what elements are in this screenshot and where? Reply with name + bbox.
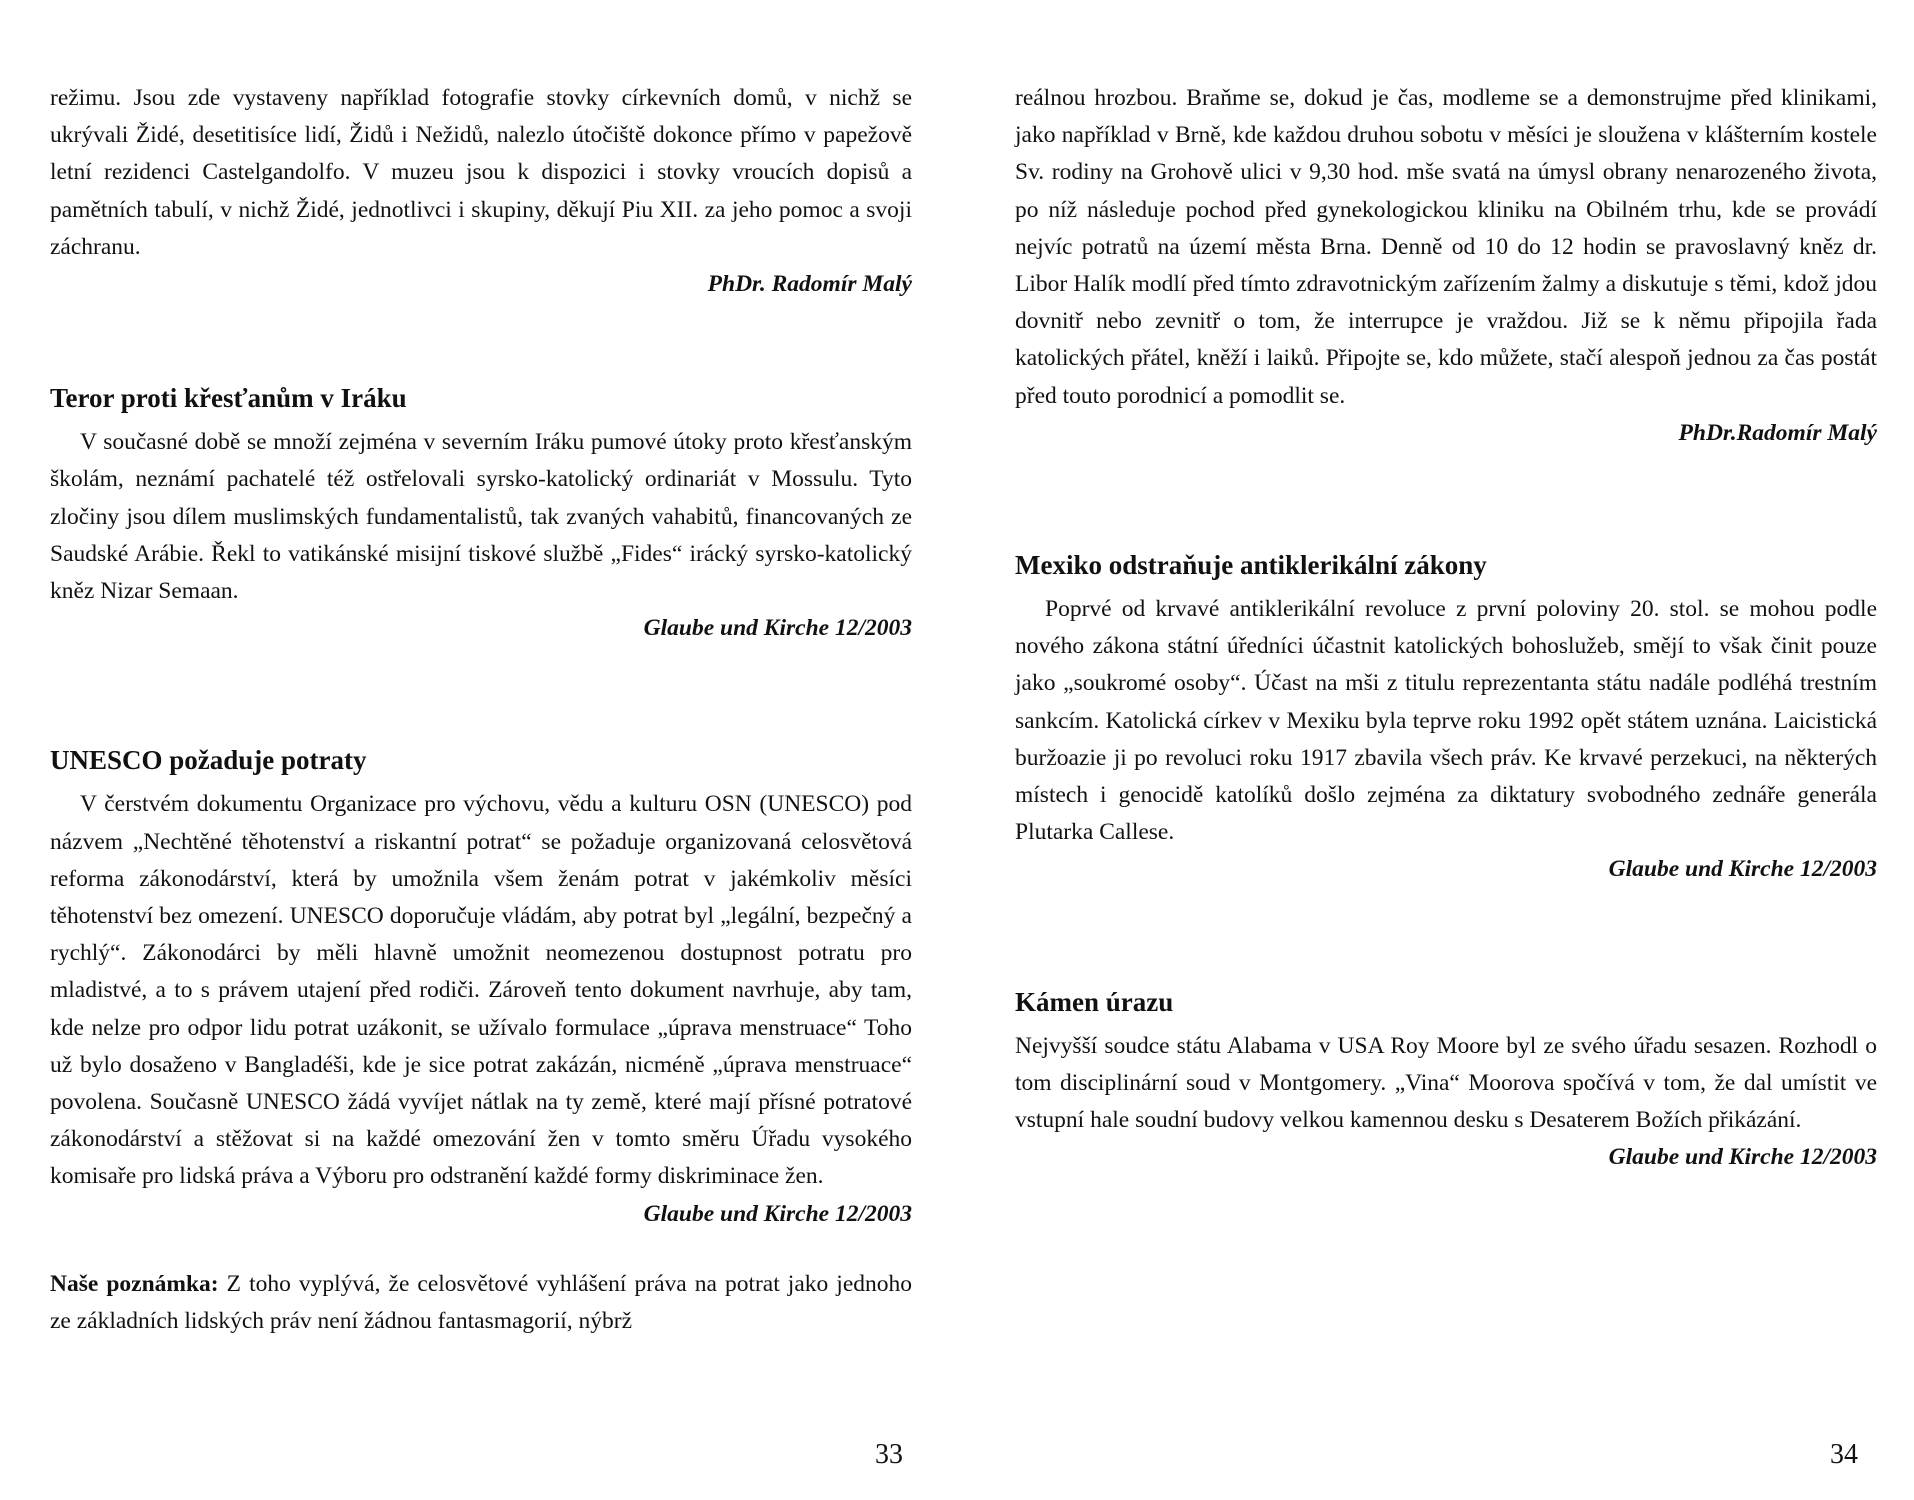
right-page [957,0,1914,1500]
page-number: 34 [1830,1439,1858,1470]
article-heading-unesco: UNESCO požaduje potraty [50,745,367,776]
article-body-iraq: V současné době se množí zejména v severním Iráku pumové útoky proto křesťanským školám, neznámí pachatelé též ostřelovali syrsko-katolický ordinariát v Mossulu. Tyto zločiny jsou dílem muslimských fundamentalistů, tak zvaných vahabitů, financovaných ze Saudské Arábie. Řekl to vatikánské misijní tiskové službě „Fides“ irácký syrsko-katolický kněz Nizar Semaan. [50,429,912,605]
article-body-unesco: V čerstvém dokumentu Organizace pro výchovu, vědu a kulturu OSN (UNESCO) pod názvem „Nechtěné těhotenství a riskantní potrat“ se požaduje organizovaná celosvětová reforma zákonodárství, která by umožnila všem ženám potrat v jakémkoliv měsíci těhotenství bez omezení. UNESCO doporučuje vládám, aby potrat byl „legální, bezpečný a rychlý“. Zákonodárci by měli hlavně umožnit neomezenou dostupnost potratu pro mladistvé, a to s právem utajení před rodiči. Zároveň tento dokument navrhuje, aby tam, kde nelze pro odpor lidu potrat uzákonit, se užívalo formulace „úprava menstruace“ Toho už bylo dosaženo v Bangladéši, kde je sice potrat zakázán, nicméně „úprava menstruace“ povolena. Současně UNESCO žádá vyvíjet nátlak na ty země, které mají přísné potratové zákonodárství a stěžovat si na každé omezování žen v tomto směru Úřadu vysokého komisaře pro lidská práva a Výboru pro odstranění každé formy diskriminace žen. [50,791,912,1190]
article-body-stumbling-block: Nejvyšší soudce státu Alabama v USA Roy Moore byl ze svého úřadu sesazen. Rozhodl o tom disciplinární soud v Montgomery. „Vina“ Moorova spočívá v tom, že dal umístit ve vstupní hale soudní budovy velkou kamennou desku s Desaterem Božích přikázání. [1015,1032,1877,1134]
article-source-mexico: Glaube und Kirche 12/2003 [1608,856,1877,883]
note-label: Naše poznámka: [50,1270,219,1297]
continued-text: reálnou hrozbou. Braňme se, dokud je čas, modleme se a demonstrujme před klinikami, jako například v Brně, kde každou druhou sobotu v měsíci je sloužena v klášterním kostele Sv. rodiny na Grohově ulici v 9,30 hod. mše svatá na úmysl obrany nenarozeného života, po níž následuje pochod před gynekologickou kliniku na Obilném trhu, kde se provádí nejvíc potratů na území města Brna. Denně od 10 do 12 hodin se pravoslavný kněz dr. Libor Halík modlí před tímto zdravotnickým zařízením žalmy a diskutuje s těmi, kdož jdou dovnitř nebo zevnitř o tom, že interrupce je vraždou. Již se k němu připojila řada katolických přátel, kněží i laiků. Připojte se, kdo můžete, stačí alespoň jednou za čas postát před touto porodnicí a pomodlit se. [1015,85,1877,409]
article-source-unesco: Glaube und Kirche 12/2003 [643,1200,912,1227]
continued-text: režimu. Jsou zde vystaveny například fotografie stovky církevních domů, v nichž se ukrývali Židé, desetitisíce lidí, Židů i Nežidů, nalezlo útočiště dokonce přímo v papežově letní rezidenci Castelgandolfo. V muzeu jsou k dispozici i stovky vroucích dopisů a pamětních tabulí, v nichž Židé, jednotlivci i skupiny, děkují Piu XII. za jeho pomoc a svoji záchranu. [50,85,912,260]
right-column [1015,80,1877,1176]
article-source-stumbling-block: Glaube und Kirche 12/2003 [1608,1144,1877,1171]
article-source-iraq: Glaube und Kirche 12/2003 [643,615,912,642]
article-heading-mexico: Mexiko odstraňuje antiklerikální zákony [1015,550,1487,581]
article-body-mexico: Poprvé od krvavé antiklerikální revoluce z první poloviny 20. stol. se mohou podle nového zákona státní úředníci účastnit katolických bohoslužeb, smějí to však činit pouze jako „soukromé osoby“. Účast na mši z titulu reprezentanta státu nadále podléhá trestním sankcím. Katolická církev v Mexiku byla teprve roku 1992 opět státem uznána. Laicistická buržoazie ji po revoluci roku 1917 zbavila všech práv. Ke krvavé perzekuci, na některých místech i genocidě katolíků došlo zejména za diktatury svobodného zednáře generála Plutarka Callese. [1015,596,1877,846]
article-heading-iraq: Teror proti křesťanům v Iráku [50,383,407,414]
editor-note [50,1266,912,1340]
article-heading-stumbling-block: Kámen úrazu [1015,986,1174,1017]
author-signature: PhDr.Radomír Malý [1678,419,1877,446]
page-number: 33 [875,1439,903,1470]
author-signature: PhDr. Radomír Malý [707,271,912,298]
left-column [50,80,912,1340]
note-text: Z toho vyplývá, že celosvětové vyhlášení práva na potrat jako jednoho ze základních lidských práv není žádnou fantasmagorií, nýbrž [50,1270,913,1335]
